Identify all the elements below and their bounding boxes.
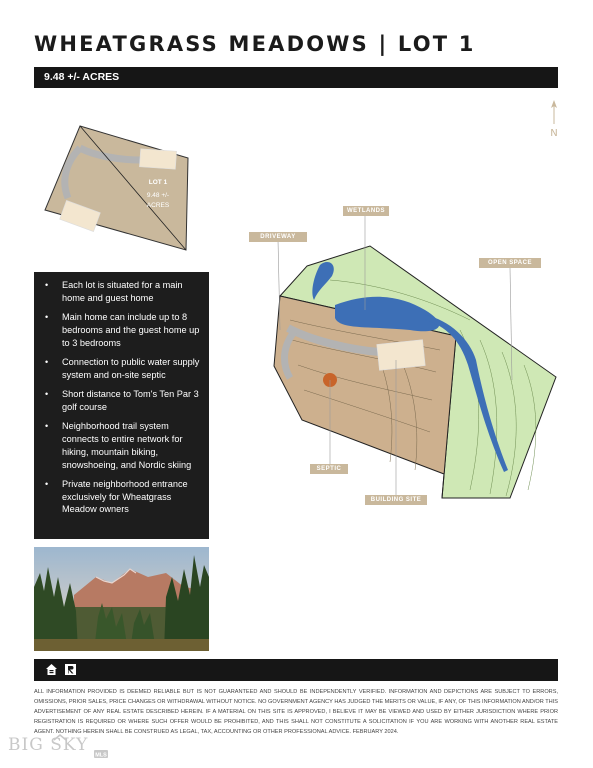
logo-sub: MLS bbox=[95, 752, 107, 759]
acreage-label: 9.48 +/- ACRES bbox=[44, 71, 120, 83]
page-title: WHEATGRASS MEADOWS | LOT 1 bbox=[34, 32, 476, 56]
equal-housing-icon bbox=[45, 663, 58, 677]
callout-building-site: BUILDING SITE bbox=[365, 495, 427, 505]
inset-acres-line2: ACRES bbox=[146, 202, 170, 209]
callout-wetlands: WETLANDS bbox=[343, 206, 389, 216]
callout-open-space: OPEN SPACE bbox=[479, 258, 541, 268]
callout-septic: SEPTIC bbox=[310, 464, 348, 474]
big-sky-mls-logo bbox=[6, 732, 116, 762]
site-map-graphic bbox=[240, 200, 570, 520]
realtor-icon bbox=[64, 663, 77, 677]
north-arrow-icon bbox=[548, 100, 560, 138]
site-map bbox=[240, 200, 570, 520]
feature-item: • Private neighborhood entrance exclusively for Wheatgrass Meadow owners bbox=[44, 478, 201, 516]
inset-acres-line1: 9.48 +/- bbox=[146, 192, 170, 199]
feature-item: • Connection to public water supply system and on-site septic bbox=[44, 356, 201, 382]
feature-item: • Each lot is situated for a main home and guest home bbox=[44, 279, 201, 305]
callout-driveway: DRIVEWAY bbox=[249, 232, 307, 242]
logo-text: BIG SKY bbox=[8, 735, 89, 755]
footer-bar bbox=[34, 659, 558, 681]
inset-lot-map bbox=[40, 118, 200, 263]
feature-item: • Neighborhood trail system connects to entire network for hiking, mountain biking, snowshoeing, and Nordic skiing bbox=[44, 420, 201, 471]
compass-letter: N bbox=[550, 128, 558, 138]
disclaimer-text: ALL INFORMATION PROVIDED IS DEEMED RELIABLE BUT IS NOT GUARANTEED AND SHOULD BE INDEPENDENTLY VERIFIED. INFORMATION AND DEPICTIONS ARE SUBJECT TO ERRORS, OMISSIONS, PRIOR SALES, PRICE CHANGES OR WITHDRAWAL WITHOUT NOTICE. NO GOVERNMENT AGENCY HAS JUDGED THE MERITS OR VALUE, IF ANY, OF THIS INFORMATION AND/OR THIS ADVERTISEMENT OF ANY REAL ESTATE DESCRIBED HEREIN. IF A MATERIAL ON THIS SITE IS APPROVED, I BELIEVE IT MAY BE VIEWED AND USED BY EITHER JURISDICTION WHERE PRIOR REGISTRATION IS REQUIRED OR WHERE SUCH OFFER WOULD BE PROHIBITED, AND THIS SHALL NOT CONSTITUTE A SOLICITATION IF YOU ARE WORKING WITH ANOTHER REAL ESTATE AGENT. NOTHING HEREIN SHALL BE CONSTRUED AS LEGAL, TAX, ACCOUNTING OR OTHER PROFESSIONAL ADVICE. FEBRUARY 2024. bbox=[34, 689, 558, 735]
feature-item: • Short distance to Tom's Ten Par 3 golf course bbox=[44, 388, 201, 414]
features-panel bbox=[34, 272, 209, 539]
inset-lot-label: LOT 1 bbox=[148, 179, 168, 186]
acreage-bar bbox=[34, 67, 558, 88]
feature-item: • Main home can include up to 8 bedrooms and the guest home up to 3 bedrooms bbox=[44, 311, 201, 349]
mountain-photo bbox=[34, 547, 209, 651]
features-list bbox=[44, 279, 201, 516]
